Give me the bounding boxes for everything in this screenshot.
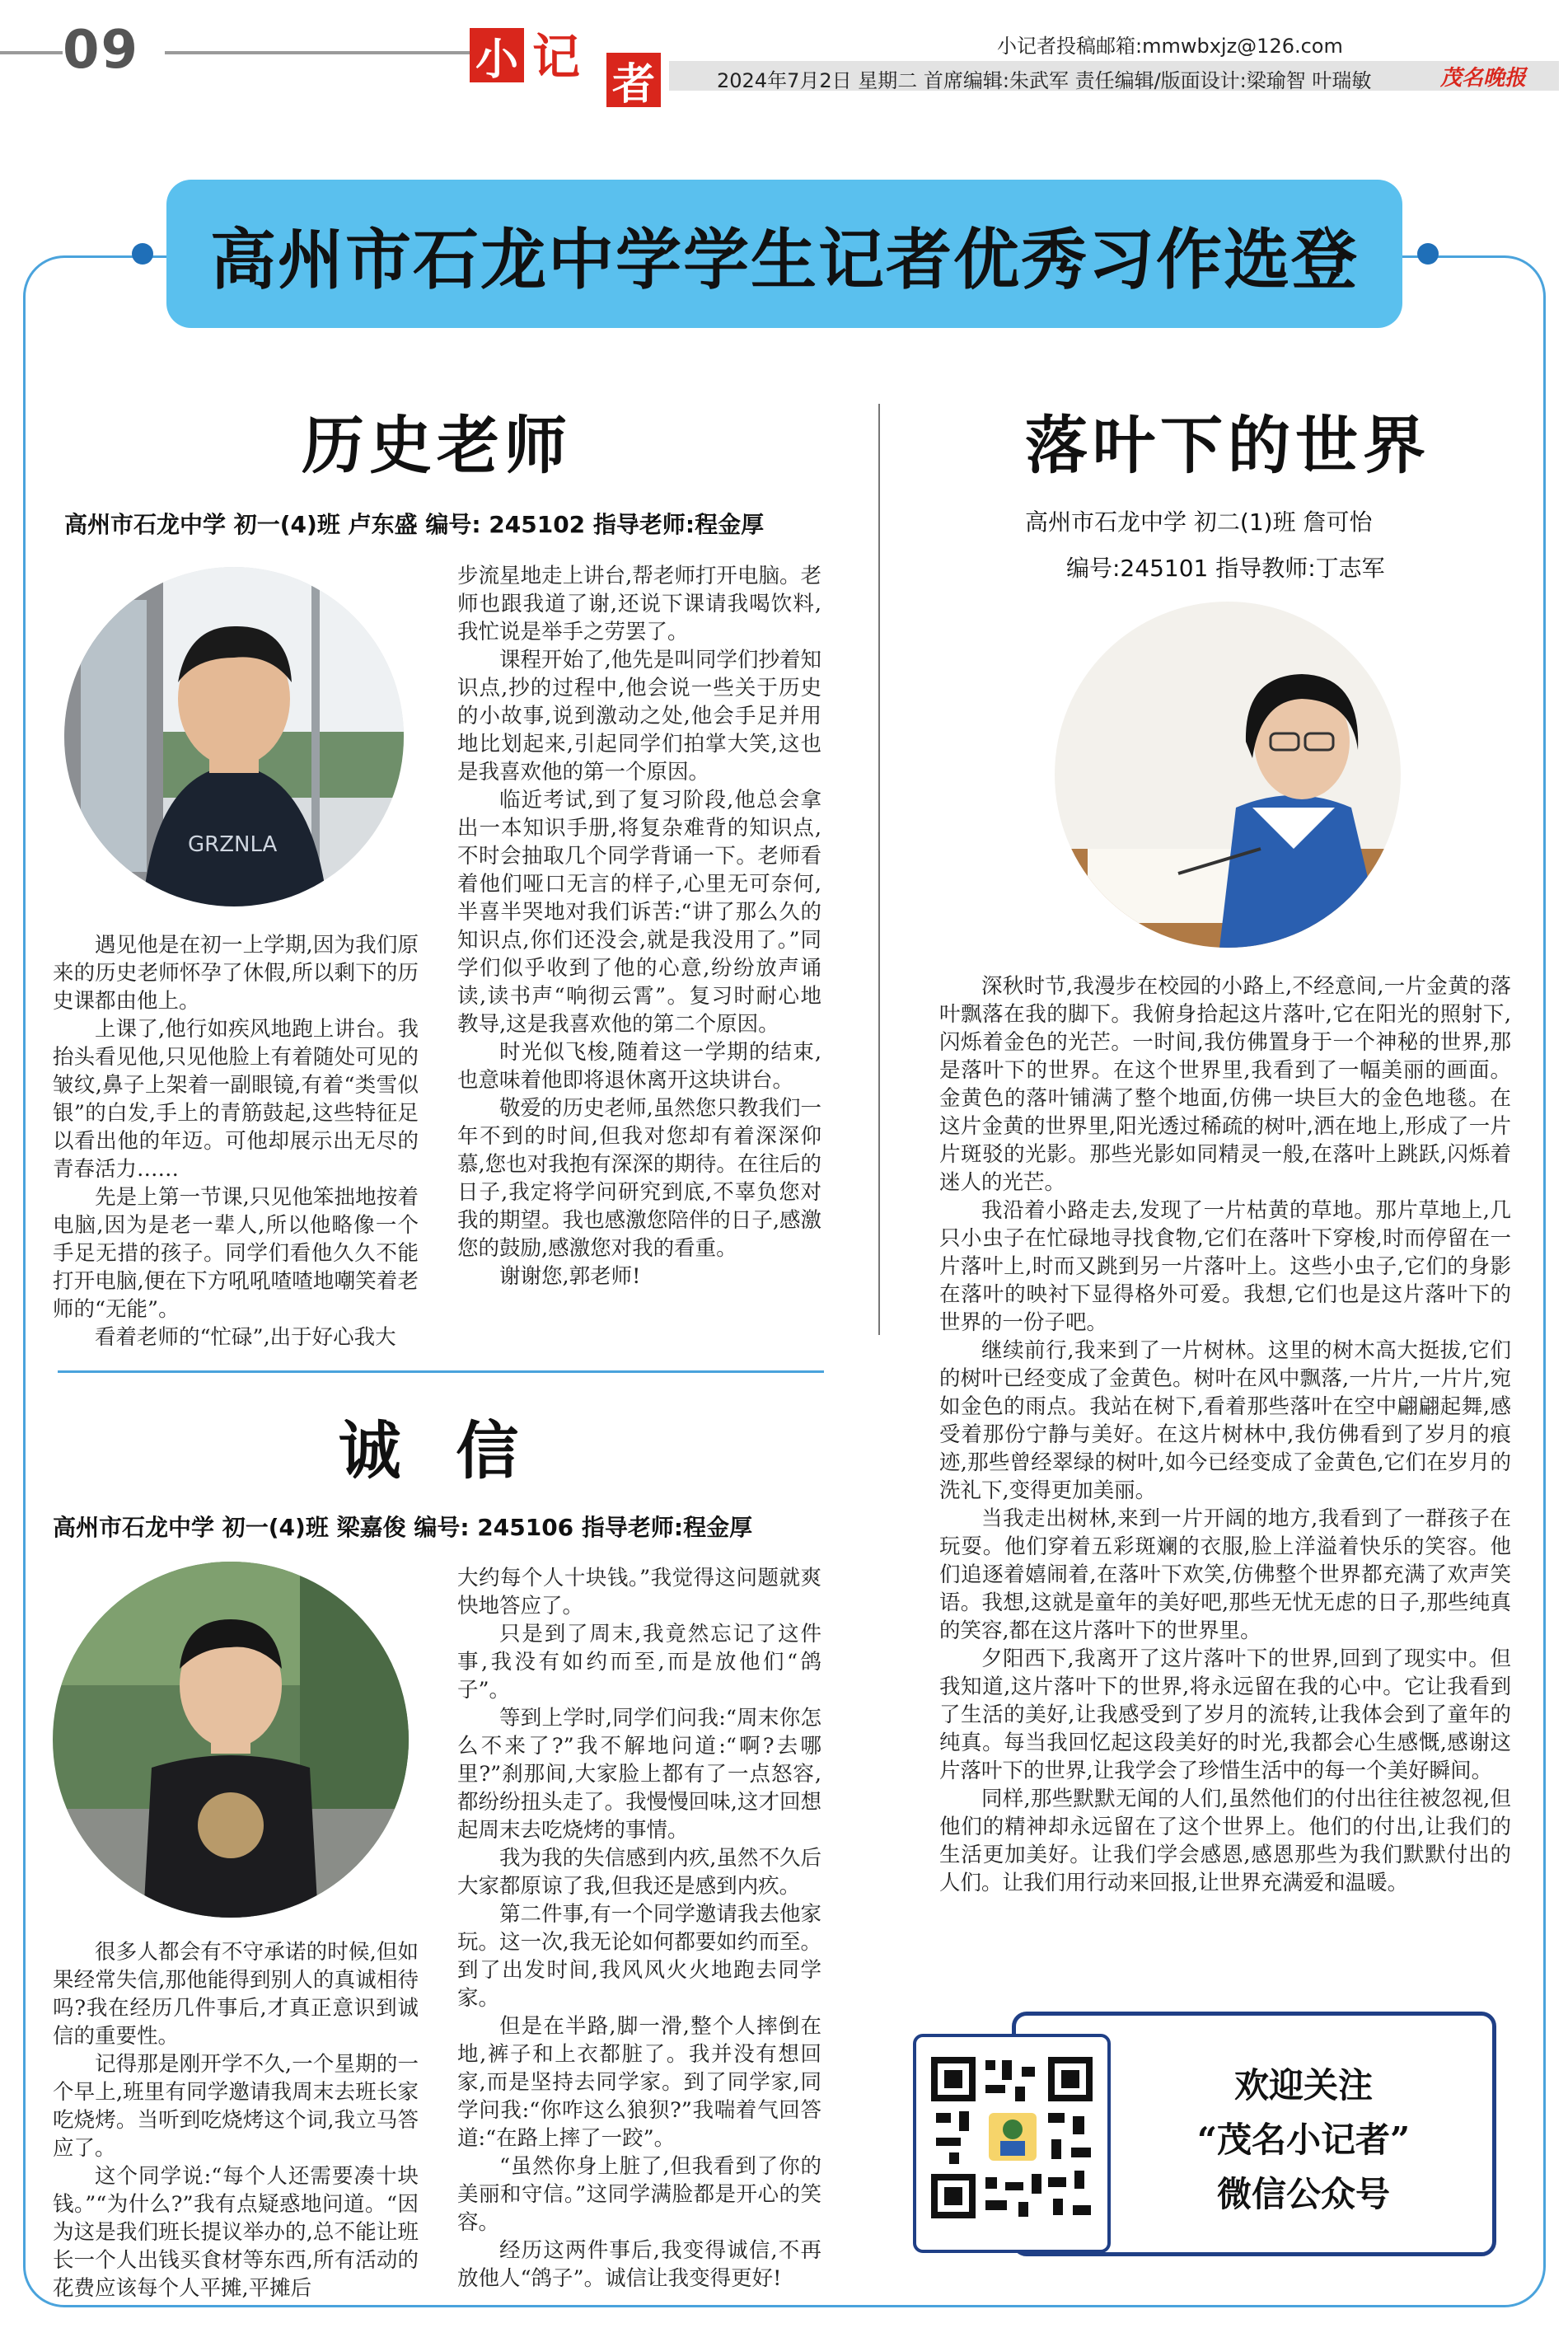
header-rule-mid <box>165 51 471 54</box>
title-banner <box>166 180 1402 328</box>
page-number: 09 <box>63 20 140 81</box>
article3-paragraph: 我沿着小路走去,发现了一片枯黄的草地。那片草地上,几只小虫子在忙碌地寻找食物,它们在落叶下穿梭,时而停留在一片落叶上,时而又跳到另一片落叶上。这些小虫子,它们的身影在落叶的映衬下显得格外可爱。我想,它们也是这片落叶下的世界的一份子吧。 <box>939 1198 1511 1335</box>
qr-code-icon <box>916 2037 1107 2250</box>
article1-right-paragraph: 时光似飞梭,随着这一学期的结束,也意味着他即将退休离开这块讲台。 <box>457 1040 821 1093</box>
article1-text-right <box>457 562 821 1290</box>
article2-byline: 高州市石龙中学 初一(4)班 梁嘉俊 编号: 245106 指导老师:程金厚 <box>53 1514 753 1541</box>
contact-email: 小记者投稿邮箱:mmwbxjz@126.com <box>997 35 1343 58</box>
column-char-1: 小 <box>470 28 524 82</box>
article3-photo <box>1055 602 1401 948</box>
article3-title: 落叶下的世界 <box>1025 409 1430 482</box>
article3-paragraph: 当我走出树林,来到一片开阔的地方,我看到了一群孩子在玩耍。他们穿着五彩斑斓的衣服,脸上洋溢着快乐的笑容。他们追逐着嬉闹着,在落叶下欢笑,仿佛整个世界都充满了欢声笑语。我想,这就是童年的美好吧,那些无忧无虑的日子,那些纯真的笑容,都在这片落叶下的世界里。 <box>939 1506 1511 1643</box>
article2-right-paragraph: 第二件事,有一个同学邀请我去他家玩。这一次,我无论如何都要如约而至。到了出发时间,我风风火火地跑去同学家。 <box>457 1902 821 2011</box>
article3-byline-school: 高州市石龙中学 初二(1)班 詹可怡 <box>1025 508 1373 536</box>
article3-paragraph: 继续前行,我来到了一片树林。这里的树木高大挺拔,它们的树叶已经变成了金黄色。树叶在风中飘落,一片片,一片片,宛如金色的雨点。我站在树下,看着那些落叶在空中翩翩起舞,感受着那份宁静与美好。在这片树林中,我仿佛看到了岁月的痕迹,那些曾经翠绿的树叶,如今已经变成了金黄色,它们在岁月的洗礼下,变得更加美丽。 <box>939 1338 1511 1503</box>
article3-paragraph: 深秋时节,我漫步在校园的小路上,不经意间,一片金黄的落叶飘落在我的脚下。我俯身拾起这片落叶,它在阳光的照射下,闪烁着金色的光芒。一时间,我仿佛置身于一个神秘的世界,那是落叶下的世界。在这个世界里,我看到了一幅美丽的画面。金黄色的落叶铺满了整个地面,仿佛一块巨大的金色地毯。在这片金黄的世界里,阳光透过稀疏的树叶,洒在地上,形成了一片片斑驳的光影。那些光影如同精灵一般,在落叶上跳跃,闪烁着迷人的光芒。 <box>939 974 1511 1195</box>
banner-dot-left <box>132 243 153 265</box>
svg-text:GRZNLA: GRZNLA <box>188 832 278 857</box>
article1-left-paragraph: 看着老师的“忙碌”,出于好心我大 <box>95 1325 396 1350</box>
article1-right-continuation: 步流星地走上讲台,帮老师打开电脑。老师也跟我道了谢,还说下课请我喝饮料,我忙说是举手之劳罢了。 <box>457 564 821 644</box>
article1-left-paragraph: 遇见他是在初一上学期,因为我们原来的历史老师怀孕了休假,所以剩下的历史课都由他上。 <box>53 933 419 1014</box>
article1-right-paragraph: 谢谢您,郭老师! <box>499 1264 641 1289</box>
article3-paragraph: 夕阳西下,我离开了这片落叶下的世界,回到了现实中。但我知道,这片落叶下的世界,将永远留在我的心中。它让我看到了生活的美好,让我感受到了岁月的流转,让我体会到了童年的纯真。每当我回忆起这段美好的时光,我都会心生感慨,感谢这片落叶下的世界,让我学会了珍惜生活中的每一个美好瞬间。 <box>939 1646 1511 1783</box>
column-divider <box>878 404 880 1335</box>
article2-right-paragraph: “虽然你身上脏了,但我看到了你的美丽和守信。”这同学满脸都是开心的笑容。 <box>457 2154 821 2235</box>
qr-caption-line: 微信公众号 <box>1216 2174 1390 2214</box>
banner-title: 高州市石龙中学学生记者优秀习作选登 <box>210 220 1359 298</box>
header-info: 2024年7月2日 星期二 首席编辑:朱武军 责任编辑/版面设计:梁瑜智 叶瑞敏 <box>717 69 1372 92</box>
article2-text-right <box>457 1564 821 2293</box>
article2-photo <box>53 1562 409 1918</box>
banner-dot-right <box>1417 243 1439 265</box>
article3-text <box>939 972 1511 1897</box>
newspaper-logo: 茂名晚报 <box>1440 66 1527 91</box>
article1-left-paragraph: 上课了,他行如疾风地跑上讲台。我抬头看见他,只见他脸上有着随处可见的皱纹,鼻子上架着一副眼镜,有着“类雪似银”的白发,手上的青筋鼓起,这些特征足以看出他的年迈。可他却展示出无尽的青春活力…… <box>53 1017 419 1182</box>
article2-right-paragraph: 只是到了周末,我竟然忘记了这件事,我没有如约而至,而是放他们“鸽子”。 <box>457 1622 821 1703</box>
article2-right-paragraph: 经历这两件事后,我变得诚信,不再放他人“鸽子”。诚信让我变得更好! <box>457 2238 821 2291</box>
article2-left-paragraph: 记得那是刚开学不久,一个星期的一个早上,班里有同学邀请我周末去班长家吃烧烤。当听到吃烧烤这个词,我立马答应了。 <box>53 2052 419 2161</box>
article2-text-left <box>53 1938 419 2302</box>
header-rule-left <box>0 51 63 54</box>
column-char-2: 记 <box>532 29 581 85</box>
article2-left-paragraph: 很多人都会有不守承诺的时候,但如果经常失信,那他能得到别人的真诚相待吗?我在经历几件事后,才真正意识到诚信的重要性。 <box>53 1940 419 2049</box>
article1-text-left <box>53 931 419 1351</box>
article2-title: 诚 信 <box>338 1414 536 1487</box>
student-photo-icon <box>53 1562 409 1918</box>
article-separator <box>58 1370 824 1373</box>
article2-right-paragraph: 但是在半路,脚一滑,整个人摔倒在地,裤子和上衣都脏了。我并没有想回家,而是坚持去同学家。到了同学家,同学问我:“你咋这么狼狈?”我喘着气回答道:“在路上摔了一跤”。 <box>457 2014 821 2151</box>
qr-caption <box>1139 2059 1468 2222</box>
article2-right-continuation: 大约每个人十块钱。”我觉得这问题就爽快地答应了。 <box>457 1566 821 1618</box>
article3-paragraph: 同样,那些默默无闻的人们,虽然他们的付出往往被忽视,但他们的精神却永远留在了这个世界上。他们的付出,让我们的生活更加美好。让我们学会感恩,感恩那些为我们默默付出的人们。让我们用行动来回报,让世界充满爱和温暖。 <box>939 1787 1511 1895</box>
article3-byline-id: 编号:245101 指导教师:丁志军 <box>1066 555 1385 582</box>
article1-photo <box>64 567 404 906</box>
student-photo-icon <box>64 567 404 906</box>
column-char-3: 者 <box>606 53 661 107</box>
student-photo-icon <box>1055 602 1401 948</box>
article2-right-paragraph: 等到上学时,同学们问我:“周末你怎么不来了?”我不解地问道:“啊?去哪里?”刹那间,大家脸上都有了一点怒容,都纷纷扭头走了。我慢慢回味,这才回想起周末去吃烧烤的事情。 <box>457 1706 821 1843</box>
article2-right-paragraph: 我为我的失信感到内疚,虽然不久后大家都原谅了我,但我还是感到内疚。 <box>457 1846 821 1899</box>
qr-caption-line: 欢迎关注 <box>1233 2065 1373 2106</box>
article1-right-paragraph: 敬爱的历史老师,虽然您只教我们一年不到的时间,但我对您却有着深深仰慕,您也对我抱有深深的期待。在往后的日子,我定将学问研究到底,不辜负您对我的期望。我也感激您陪伴的日子,感激您的鼓励,感激您对我的看重。 <box>457 1096 821 1261</box>
article1-right-paragraph: 课程开始了,他先是叫同学们抄着知识点,抄的过程中,他会说一些关于历史的小故事,说到激动之处,他会手足并用地比划起来,引起同学们拍掌大笑,这也是我喜欢他的第一个原因。 <box>457 648 821 785</box>
qr-caption-line: “茂名小记者” <box>1196 2120 1411 2160</box>
qr-code-box[interactable] <box>913 2034 1111 2253</box>
article1-byline: 高州市石龙中学 初一(4)班 卢东盛 编号: 245102 指导老师:程金厚 <box>64 511 765 538</box>
article2-left-paragraph: 这个同学说:“每个人还需要凑十块钱。”“为什么?”我有点疑惑地问道。“因为这是我们班长提议举办的,总不能让班长一个人出钱买食材等东西,所有活动的花费应该每个人平摊,平摊后 <box>53 2164 419 2301</box>
article1-right-paragraph: 临近考试,到了复习阶段,他总会拿出一本知识手册,将复杂难背的知识点,不时会抽取几个同学背诵一下。老师看着他们哑口无言的样子,心里无可奈何,半喜半哭地对我们诉苦:“讲了那么久的知识点,你们还没会,就是我没用了。”同学们似乎收到了他的心意,纷纷放声诵读,读书声“响彻云霄”。复习时耐心地教导,这是我喜欢他的第二个原因。 <box>457 788 821 1037</box>
article1-left-paragraph: 先是上第一节课,只见他笨拙地按着电脑,因为是老一辈人,所以他略像一个手足无措的孩子。同学们看他久久不能打开电脑,便在下方吼吼喳喳地嘲笑着老师的“无能”。 <box>53 1185 419 1322</box>
column-name <box>470 12 667 110</box>
article1-title: 历史老师 <box>302 409 572 482</box>
